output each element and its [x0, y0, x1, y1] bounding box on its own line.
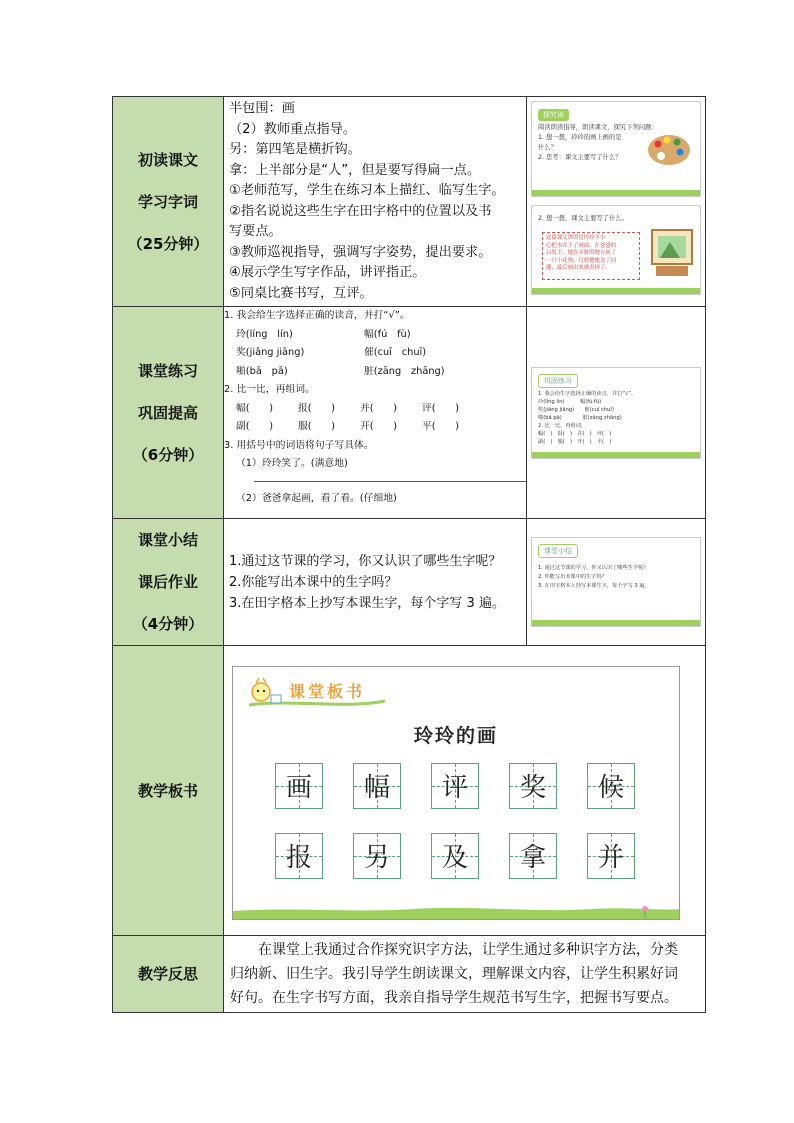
label-line: 教学反思: [137, 965, 198, 983]
reflection-line: 在课堂上我通过合作探究识字方法，让学生通过多种识字方法，分类: [230, 942, 678, 958]
label-line: （4分钟）: [132, 615, 204, 633]
slide-line: 玲(líng lín) 幅(fú fù): [538, 398, 602, 405]
grid-character: 评: [441, 773, 468, 803]
exercise-cell: [224, 307, 527, 519]
slide-line: 2. 比一比，再组词。: [538, 422, 587, 429]
slide-line: 启发下，她在弄脏的地方画了: [546, 250, 617, 257]
slide-line: 2. 思考：课文主要写了什么？: [538, 154, 622, 161]
label-line: 教学板书: [137, 781, 198, 800]
content-line: ④展示学生写字作品，讲评指正。: [229, 265, 426, 280]
label-line: （6分钟）: [132, 445, 204, 464]
grid-character: 拿: [519, 843, 546, 873]
content-cell: [224, 97, 527, 307]
slide-tag: 课堂小结: [538, 544, 578, 558]
label-line: 初读课文: [137, 150, 198, 169]
grid-character: 及: [441, 843, 468, 873]
label-line: 课堂小结: [137, 531, 198, 549]
grid-character: 另: [363, 843, 390, 873]
slide-line: 一只小花狗，巧妙地掩盖了问: [546, 257, 617, 264]
pinyin-option: 玲(líng lín): [236, 328, 293, 340]
tian-grid-cell: [275, 833, 323, 879]
row-label: [113, 97, 224, 307]
row-label: [113, 646, 224, 936]
content-line: ③教师巡视指导，强调写字姿势，提出要求。: [229, 244, 492, 260]
word-blank: 评( ): [422, 402, 460, 414]
reflection-line: 好句。在生字书写方面，我亲自指导学生规范书写生字，把握书写要点。: [230, 990, 678, 1006]
word-blank: 开( ): [360, 421, 398, 432]
slide-line: 3. 在田字格本上抄写本课生字，每个字写 3 遍。: [538, 583, 650, 589]
slide-line: 这篇课文讲的是玲玲不小: [546, 235, 606, 241]
char-grid-row: [275, 763, 635, 809]
grass-decoration: [233, 903, 679, 919]
row-label: [113, 519, 224, 646]
slide-line: 1. 我会给生字选择正确的读音，并打“√”。: [538, 390, 637, 397]
pinyin-option: 啪(bā pā): [236, 365, 288, 377]
tian-grid-cell: [587, 763, 635, 809]
content-line: 2.你能写出本课中的生字吗？: [229, 574, 398, 590]
question-text: （1）玲玲笑了。(满意地): [236, 458, 348, 469]
slide-thumbnail: [531, 537, 701, 627]
slide-cell: [527, 307, 706, 519]
row-reading: [113, 97, 706, 307]
slide-line: 什么？: [538, 144, 557, 151]
word-blank: 幅( ): [236, 402, 274, 414]
tian-grid-cell: [353, 763, 401, 809]
word-blank: 并( ): [360, 402, 398, 414]
row-board: [113, 646, 706, 936]
word-blank: 服( ): [298, 421, 336, 432]
slide-line: 2. 想一想，课文主要写了什么。: [538, 215, 628, 222]
label-line: 课后作业: [137, 573, 198, 591]
painting-illustration: [650, 228, 694, 278]
slide-tag: 巩固练习: [538, 374, 578, 388]
label-line: 课堂练习: [137, 361, 198, 380]
slide-line: 题，最后画出来被表扬了。: [546, 265, 611, 272]
slide-line: 2. 你能写出本课中的生字吗？: [538, 574, 607, 580]
label-line: 巩固提高: [137, 403, 198, 422]
reflection-cell: [224, 936, 706, 1013]
row-reflection: [113, 936, 706, 1013]
question-text: （2）爸爸拿起画，看了看。(仔细地): [236, 492, 397, 504]
content-line: 写要点。: [229, 224, 282, 239]
grid-character: 奖: [519, 773, 546, 803]
row-summary: [113, 519, 706, 646]
question-text: 1. 我会给生字选择正确的读音，并打“√”。: [224, 310, 410, 321]
row-label: [113, 936, 224, 1013]
reflection-line: 归纳新、旧生字。我引导学生朗读课文，理解课文内容，让学生积累好词: [230, 966, 678, 982]
slide-line: 幅( ) 报( ) 并( ) 评( ): [538, 430, 612, 437]
board-slide: [232, 666, 680, 920]
banner-text: 课堂板书: [289, 681, 366, 701]
char-grid-row: [275, 833, 635, 879]
tian-grid-cell: [431, 833, 479, 879]
slide-thumbnail: [531, 367, 701, 459]
pinyin-option: 催(cuī chuī): [364, 347, 427, 358]
tian-grid-cell: [431, 763, 479, 809]
question-text: 2. 比一比，再组词。: [224, 384, 315, 395]
tian-grid-cell: [275, 763, 323, 809]
content-line: 拿：上半部分是“人”，但是要写得扁一点。: [229, 162, 481, 178]
slide-line: 奖(jiǎng jiāng) 催(cuī chuī): [538, 406, 614, 413]
board-title: 玲玲的画: [413, 724, 498, 747]
word-blank: 平( ): [422, 421, 460, 432]
question-text: 3. 用括号中的词语将句子写具体。: [224, 439, 374, 451]
slide-line: 副( ) 服( ) 开( ) 平( ): [538, 438, 612, 445]
content-line: 另：第四笔是横折钩。: [229, 142, 361, 157]
content-line: 半包围：画: [229, 101, 295, 116]
content-line: ②指名说说这些生字在田字格中的位置以及书: [229, 203, 492, 219]
answer-line: [254, 480, 526, 482]
tian-grid-cell: [587, 833, 635, 879]
pinyin-option: 奖(jiǎng jiāng): [236, 347, 305, 358]
row-label: [113, 307, 224, 519]
slide-thumbnail: [531, 101, 701, 197]
slide-thumbnail: [531, 205, 701, 295]
content-line: 3.在田字格本上抄写本课生字，每个字写 3 遍。: [229, 595, 505, 611]
pinyin-option: 脏(zāng zhāng): [364, 365, 445, 377]
grid-character: 候: [597, 773, 624, 803]
slide-line: 心把水弄上了画面，在爸爸的: [546, 242, 617, 249]
grid-character: 报: [285, 843, 312, 873]
slide-line: 啪(bā pā) 脏(zāng zhāng): [538, 414, 622, 421]
label-line: （25分钟）: [127, 234, 209, 253]
grid-character: 并: [597, 843, 624, 873]
grid-character: 幅: [363, 773, 390, 803]
slide-line: 1. 想一想，玲玲的画上画的是: [538, 134, 622, 141]
slide-line: 阅读朗读指导，朗读课文，探究下列问题：: [538, 124, 658, 131]
board-cell: [224, 646, 706, 936]
content-line: （2）教师重点指导。: [229, 121, 357, 137]
tian-grid-cell: [509, 833, 557, 879]
row-practice: [113, 307, 706, 519]
summary-cell: [224, 519, 527, 646]
slide-cell: [527, 519, 706, 646]
grid-character: 画: [285, 773, 312, 803]
word-blank: 报( ): [298, 402, 336, 414]
content-line: ⑤同桌比赛书写，互评。: [229, 285, 373, 301]
palette-icon: [646, 132, 692, 168]
tian-grid-cell: [509, 763, 557, 809]
content-line: 1.通过这节课的学习，你又认识了哪些生字呢？: [229, 553, 502, 569]
slide-line: 1. 通过这节课的学习，你又认识了哪些生字呢？: [538, 565, 649, 571]
label-line: 学习字词: [137, 192, 198, 211]
tian-grid-cell: [353, 833, 401, 879]
pinyin-option: 幅(fú fù): [364, 328, 411, 340]
answer-box: [542, 232, 640, 280]
slide-cell: [527, 97, 706, 307]
lesson-plan-table: [112, 96, 706, 1013]
content-line: ①老师范写，学生在练习本上描红、临写生字。: [229, 183, 505, 198]
word-blank: 副( ): [236, 421, 274, 432]
slide-tag: 探究读: [538, 109, 569, 121]
